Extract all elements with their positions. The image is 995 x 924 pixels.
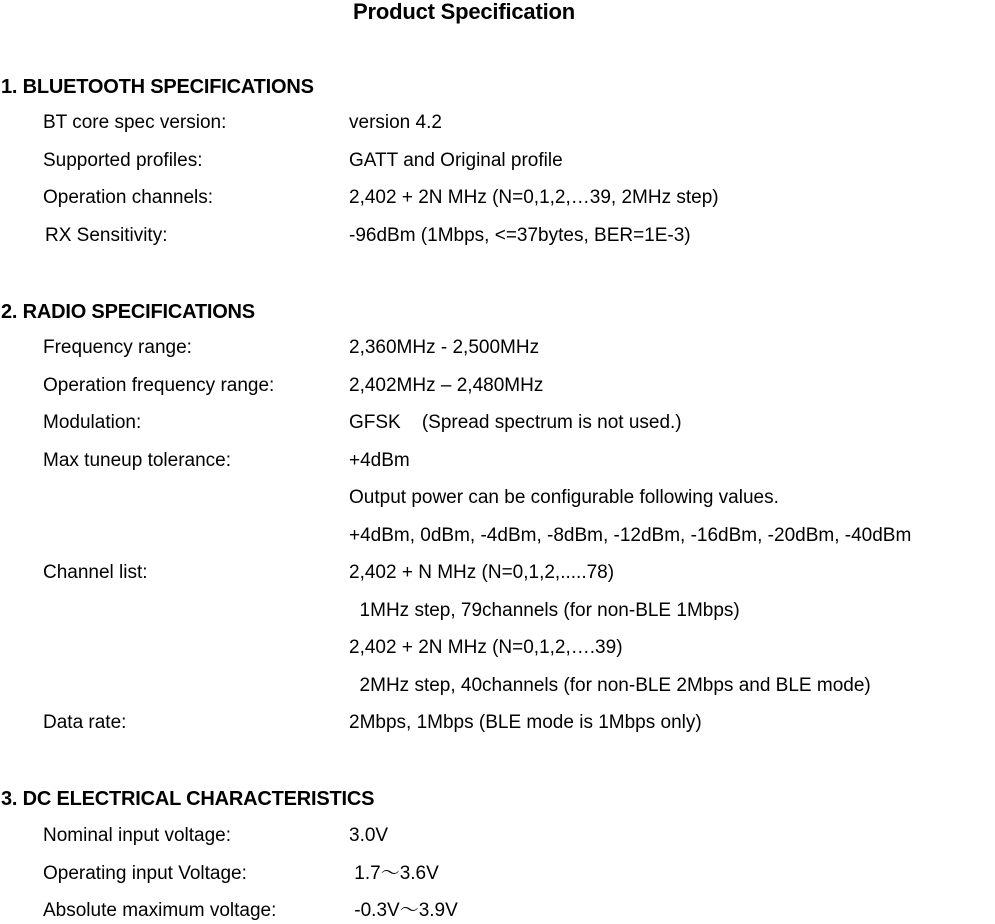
spec-label: BT core spec version: (43, 112, 227, 133)
spec-label: Modulation: (43, 412, 142, 433)
spec-value: +4dBm, 0dBm, -4dBm, -8dBm, -12dBm, -16dBm, -20dBm, -40dBm (349, 525, 912, 546)
spec-value: 2,360MHz - 2,500MHz (349, 337, 540, 358)
section-heading: 2. RADIO SPECIFICATIONS (1, 301, 255, 323)
spec-label: RX Sensitivity: (45, 225, 168, 246)
spec-value: 2MHz step, 40channels (for non-BLE 2Mbps and BLE mode) (349, 675, 871, 696)
spec-value: 2Mbps, 1Mbps (BLE mode is 1Mbps only) (349, 712, 702, 733)
spec-label: Operation frequency range: (43, 375, 275, 396)
spec-label: Nominal input voltage: (43, 825, 231, 846)
spec-value: -96dBm (1Mbps, <=37bytes, BER=1E-3) (349, 225, 691, 246)
spec-label: Channel list: (43, 562, 148, 583)
spec-value: -0.3V～3.9V (349, 900, 458, 921)
spec-value: Output power can be configurable following values. (349, 487, 779, 508)
section-heading: 3. DC ELECTRICAL CHARACTERISTICS (1, 788, 375, 810)
spec-label: Max tuneup tolerance: (43, 450, 232, 471)
spec-value: 2,402 + N MHz (N=0,1,2,.....78) (349, 562, 615, 583)
spec-value: version 4.2 (349, 112, 442, 133)
spec-value: GFSK (Spread spectrum is not used.) (349, 412, 682, 433)
spec-value: 2,402 + 2N MHz (N=0,1,2,…39, 2MHz step) (349, 187, 719, 208)
spec-label: Data rate: (43, 712, 127, 733)
spec-value: 1MHz step, 79channels (for non-BLE 1Mbps) (349, 600, 740, 621)
spec-value: GATT and Original profile (349, 150, 563, 171)
spec-label: Operation channels: (43, 187, 214, 208)
spec-value: 2,402MHz – 2,480MHz (349, 375, 544, 396)
spec-value: 2,402 + 2N MHz (N=0,1,2,….39) (349, 637, 623, 658)
spec-label: Operating input Voltage: (43, 863, 247, 884)
spec-value: +4dBm (349, 450, 410, 471)
document-title: Product Specification (353, 0, 575, 24)
spec-label: Frequency range: (43, 337, 192, 358)
section-heading: 1. BLUETOOTH SPECIFICATIONS (1, 76, 314, 98)
spec-value: 1.7～3.6V (349, 863, 439, 884)
spec-value: 3.0V (349, 825, 389, 846)
spec-label: Absolute maximum voltage: (43, 900, 277, 921)
spec-label: Supported profiles: (43, 150, 203, 171)
